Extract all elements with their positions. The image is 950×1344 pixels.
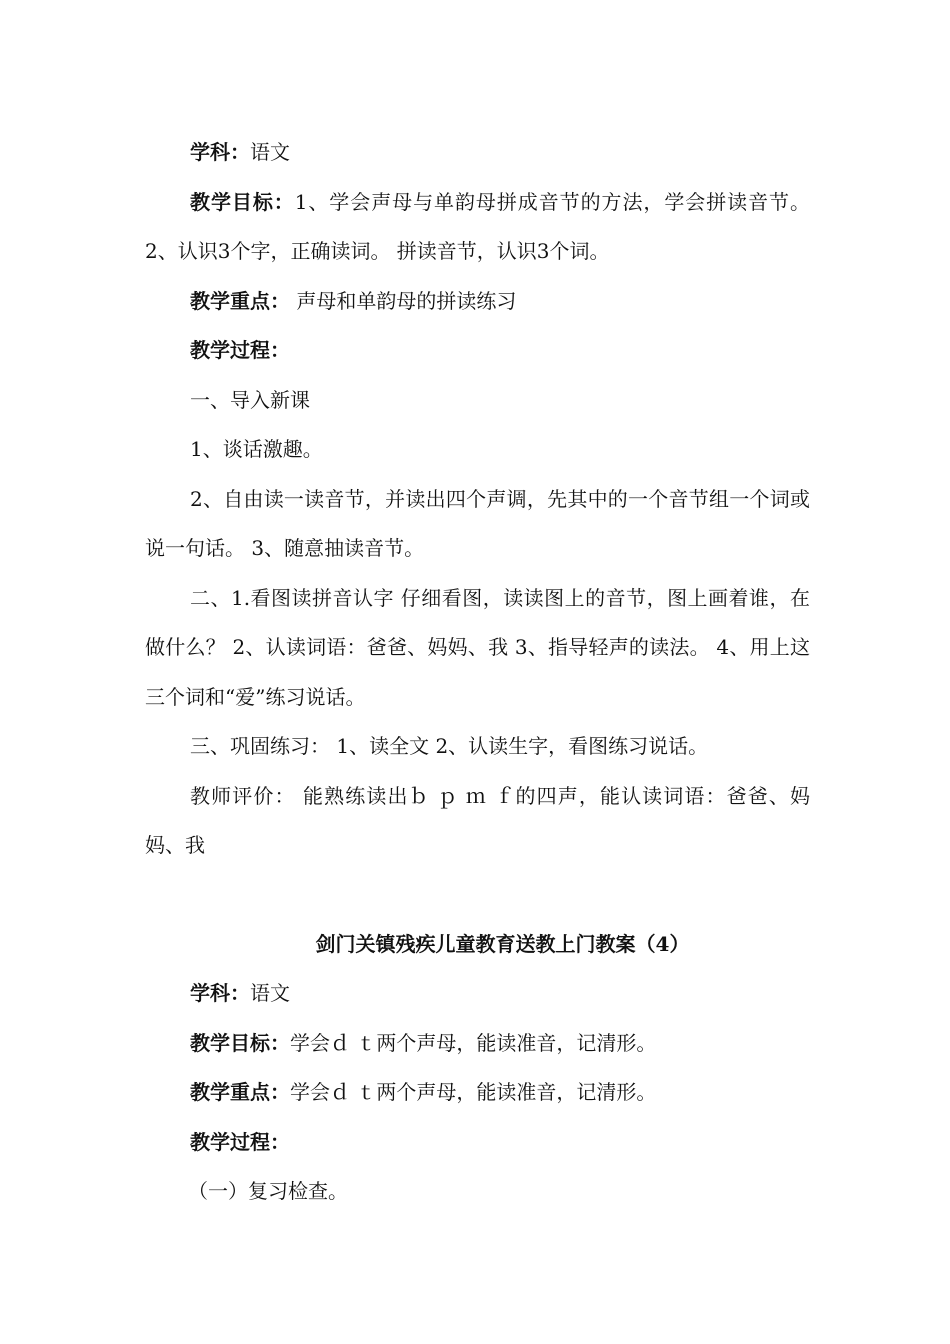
step-picture-read: 二、1.看图读拼音认字 仔细看图，读读图上的音节，图上画着谁，在做什么？ 2、认读词语：爸爸、妈妈、我 3、指导轻声的读法。 4、用上这三个词和“爱”练习说话。: [145, 585, 810, 709]
step-intro: 一、导入新课: [190, 387, 310, 412]
subject-label: 学科：: [190, 140, 250, 164]
teacher-evaluation: 教师评价： 能熟练读出ｂ ｐ ｍ ｆ的四声，能认读词语：爸爸、妈妈、我: [145, 783, 810, 857]
focus-value: 声母和单韵母的拼读练习: [290, 288, 517, 313]
document-page: [145, 128, 810, 1217]
focus-line-2: [145, 1068, 810, 1118]
section-spacer: [145, 871, 810, 920]
step-consolidate: 三、巩固练习： 1、读全文 2、认读生字，看图练习说话。: [190, 734, 709, 758]
subject-value: 语文: [250, 140, 290, 164]
subject-line: [145, 128, 810, 178]
focus-line: [145, 277, 810, 327]
step-review: （一）复习检查。: [188, 1179, 348, 1203]
process-heading: 教学过程：: [190, 338, 290, 362]
subject-value-2: 语文: [250, 981, 290, 1005]
goal-label: 教学目标：: [190, 189, 295, 214]
goal-value: 1、学会声母与单韵母拼成音节的方法，学会拼读音节。 2、认识3个字，正确读词。 拼读音节，认识3个词。: [145, 189, 810, 263]
goal-line-2: [145, 1019, 810, 1069]
goal-line: [145, 178, 810, 277]
lesson-title: 剑门关镇残疾儿童教育送教上门教案（4）: [315, 931, 690, 956]
goal-value-2: 学会ｄ ｔ两个声母，能读准音，记清形。: [290, 1030, 657, 1055]
focus-value-2: 学会ｄ ｔ两个声母，能读准音，记清形。: [290, 1080, 657, 1104]
focus-label: 教学重点：: [190, 288, 290, 313]
focus-label-2: 教学重点：: [190, 1080, 290, 1104]
goal-label-2: 教学目标：: [190, 1030, 290, 1055]
step-free-read: 2、自由读一读音节，并读出四个声调，先其中的一个音节组一个词或说一句话。 3、随意抽读音节。: [145, 486, 810, 560]
subject-line-2: [145, 969, 810, 1019]
step-talk: 1、谈话激趣。: [190, 437, 323, 461]
subject-label-2: 学科：: [190, 981, 250, 1005]
process-heading-2: 教学过程：: [190, 1129, 290, 1154]
